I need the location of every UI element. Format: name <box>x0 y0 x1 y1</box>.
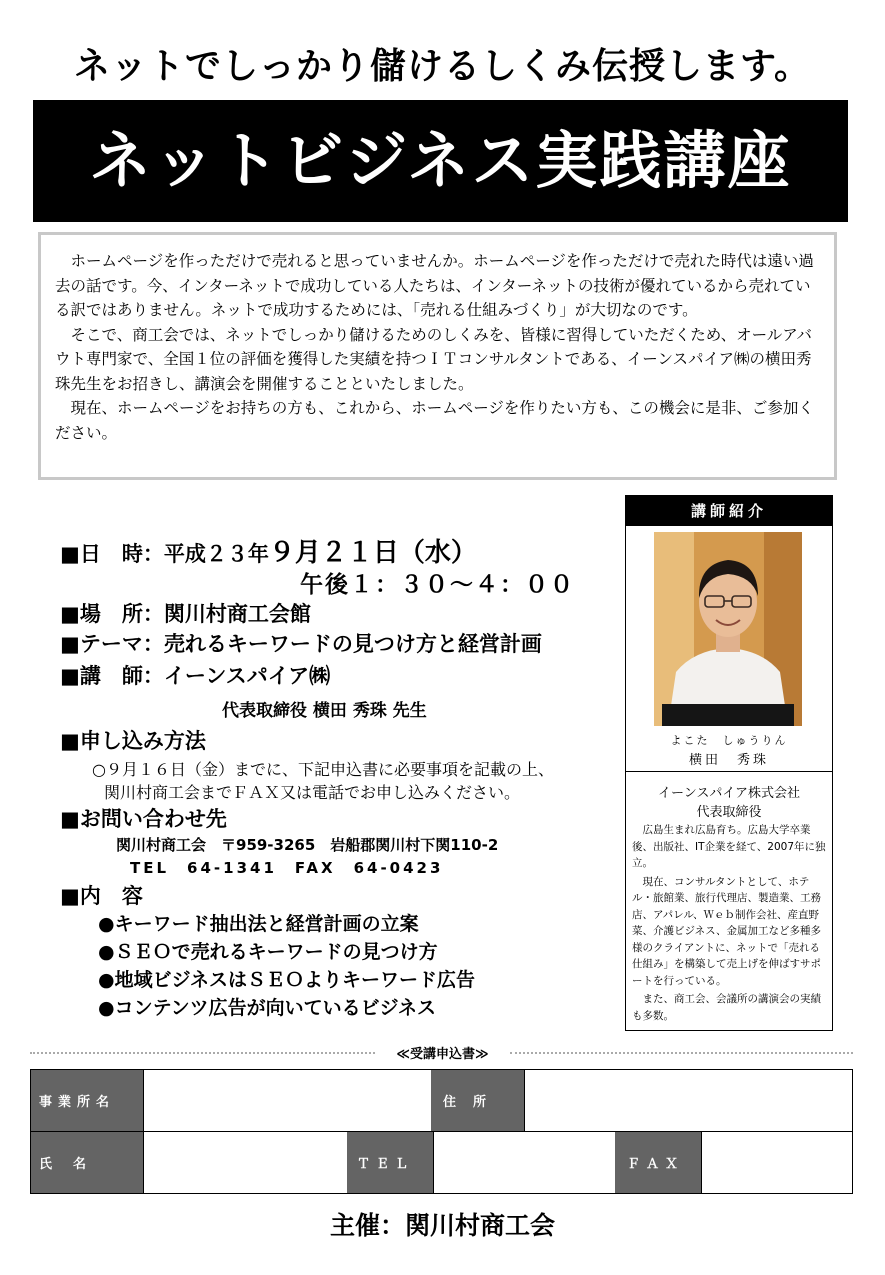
speaker-divider <box>626 771 832 772</box>
name-field[interactable] <box>143 1132 347 1193</box>
date-main: ９月２１日（水） <box>268 538 477 568</box>
speaker-role: 代表取締役 <box>696 805 762 820</box>
speaker-heading: 講師紹介 <box>626 496 832 526</box>
date-row <box>60 532 477 569</box>
intro-box <box>38 232 837 480</box>
speaker-ruby: よこた しゅうりん <box>670 734 788 747</box>
intro-paragraph-2: そこで、商工会では、ネットでしっかり儲けるためのしくみを、皆様に習得していただくため、オールアバウト専門家で、全国１位の評価を獲得した実績を持つＩＴコンサルタントである、イーンスパイア㈱の横田秀珠先生をお招きし、講演会を開催することといたしました。 <box>55 325 813 393</box>
title-banner: ネットビジネス実践講座 <box>33 100 848 222</box>
speaker-bio-3: また、商工会、会議所の講演会の実績も多数。 <box>632 993 821 1022</box>
headline: ネットでしっかり儲けるしくみ伝授します。 <box>73 46 812 87</box>
speaker-box <box>625 495 833 1031</box>
address-label: 住 所 <box>431 1070 524 1131</box>
intro-paragraph-3: 現在、ホームページをお持ちの方も、これから、ホームページを作りたい方も、この機会に是非、ご参加ください。 <box>55 399 814 442</box>
inquiry-address: 関川村商工会 〒959-3265 岩船郡関川村下関110-2 <box>116 836 499 854</box>
name-label: 氏 名 <box>31 1132 143 1193</box>
apply-line-1: ○９月１６日（金）までに、下記申込書に必要事項を記載の上、 <box>92 760 554 779</box>
time-row: 午後１：３０～４：００ <box>300 572 575 598</box>
fax-label: ＦＡＸ <box>615 1132 701 1193</box>
speaker-company: イーンスパイア株式会社 <box>658 786 800 801</box>
form-title: ≪受講申込書≫ <box>396 1047 489 1062</box>
place-row: ■場 所：関川村商工会館 <box>60 602 311 626</box>
tel-label: ＴＥＬ <box>347 1132 433 1193</box>
tel-field[interactable] <box>433 1132 615 1193</box>
speaker-bio-1: 広島生まれ広島育ち。広島大学卒業後、出版社、IT企業を経て、2007年に独立。 <box>632 824 826 869</box>
inquiry-phone: TEL 64-1341 FAX 64-0423 <box>130 859 444 877</box>
fax-field[interactable] <box>701 1132 852 1193</box>
date-label: ■日 時： <box>60 542 164 566</box>
speaker-photo <box>654 532 802 726</box>
apply-line-2: 関川村商工会までＦＡＸ又は電話でお申し込みください。 <box>104 783 521 802</box>
host-line: 主催：関川村商工会 <box>329 1211 555 1240</box>
speaker-bio <box>632 822 828 1026</box>
speaker-name: 横田 秀珠 <box>688 753 769 768</box>
date-era: 平成２３年 <box>163 542 269 566</box>
intro-paragraph-1: ホームページを作っただけで売れると思っていませんか。ホームページを作っただけで売れた時代は遠い過去の話です。今、インターネットで成功している人たちは、インターネットの技術が優れているから売れている訳ではありません。ネットで成功するためには、「売れる仕組みづくり」が大切なのです。 <box>55 252 814 319</box>
contents-item: ●ＳＥＯで売れるキーワードの見つけ方 <box>98 941 438 963</box>
contents-heading: ■内 容 <box>60 884 143 908</box>
contents-item: ●地域ビジネスはＳＥＯよりキーワード広告 <box>98 969 476 991</box>
theme-row: ■テーマ：売れるキーワードの見つけ方と経営計画 <box>60 632 542 656</box>
application-form <box>30 1069 853 1194</box>
contents-item: ●キーワード抽出法と経営計画の立案 <box>98 913 419 935</box>
office-name-label: 事業所名 <box>31 1070 143 1131</box>
speaker-bio-2: 現在、コンサルタントとして、ホテル・旅館業、旅行代理店、製造業、工務店、アパレル、Ｗｅｂ制作会社、産直野菜、介護ビジネス、金属加工など多種多様のクライアントに、ネットで「売れる仕組み」を構築して売上げを伸ばすサポートを行っている。 <box>632 875 821 987</box>
contents-item: ●コンテンツ広告が向いているビジネス <box>98 997 437 1019</box>
apply-heading: ■申し込み方法 <box>60 729 206 753</box>
lecturer-rep: 代表取締役 横田 秀珠 先生 <box>222 701 427 721</box>
address-field[interactable] <box>524 1070 852 1131</box>
office-name-field[interactable] <box>143 1070 431 1131</box>
inquiry-heading: ■お問い合わせ先 <box>60 807 227 831</box>
lecturer-row: ■講 師：イーンスパイア㈱ <box>60 664 331 688</box>
